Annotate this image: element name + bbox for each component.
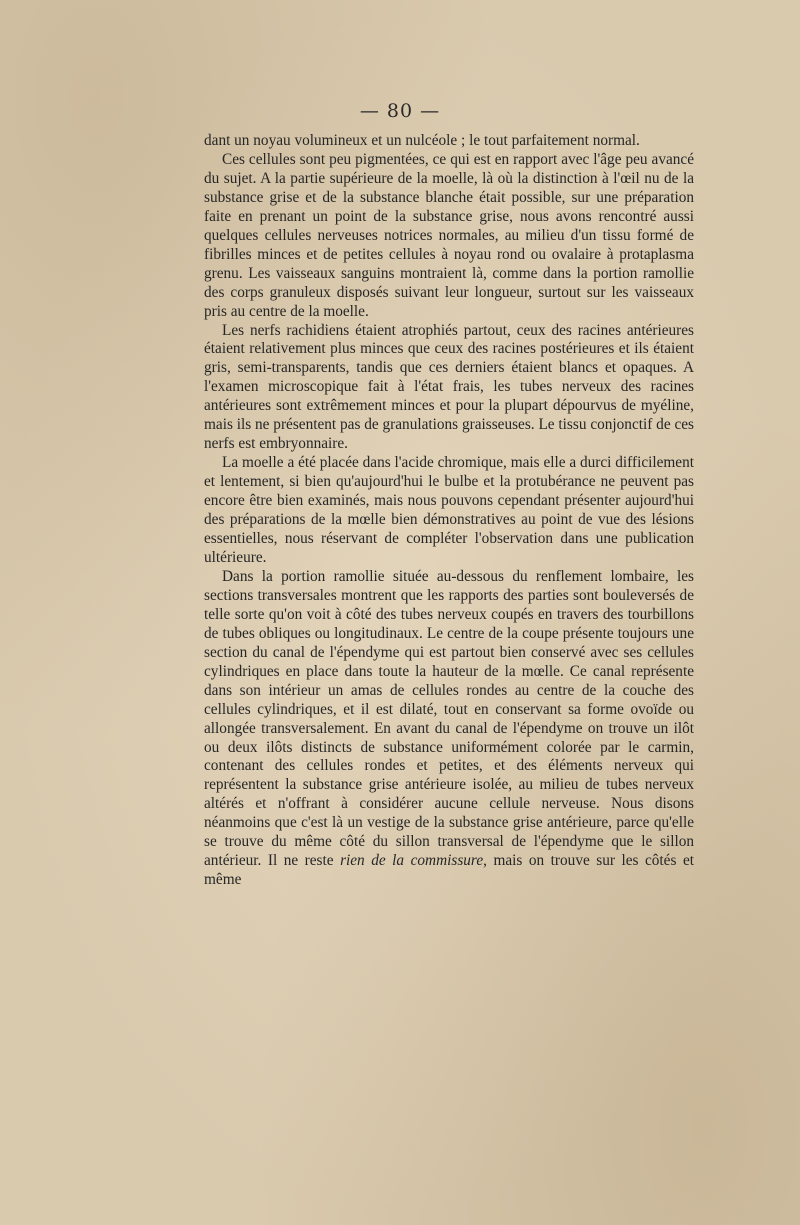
paragraph-5-italic: rien de la commissure	[340, 852, 484, 870]
paragraph-4: La moelle a été placée dans l'acide chromique, mais elle a durci difficilement et lentement, si bien qu'aujourd'hui le bulbe et la protubérance ne peuvent pas encore être bien examinés, mais nous pouvons cependant présenter aujourd'hui des préparations de la mœlle bien démonstratives au point de vue des lésions essentielles, nous réservant de compléter l'observation dans une publication ultérieure.	[204, 454, 694, 566]
paragraph-5-text: Dans la portion ramollie située au-dessous du renflement lombaire, les sections transversales montrent que les rapports des parties sont bouleversés de telle sorte qu'on voit à côté des tubes nerveux coupés en travers des tourbillons de tubes obliques ou longitudinaux. Le centre de la coupe présente toujours une section du canal de l'épendyme qui est partout bien conservé avec ses cellules cylindriques en place dans toute la hauteur de la mœlle. Ce canal représente dans son intérieur un amas de cellules rondes au centre de la couche des cellules cylindriques, et il est dilaté, tout en conservant sa forme ovoïde ou allongée transversalement. En avant du canal de l'épendyme on trouve un ilôt ou deux ilôts distincts de substance uniformément colorée par le carmin, contenant des cellules rondes et petites, et des éléments nerveux qui représentent la substance grise antérieure isolée, au milieu de tubes nerveux altérés et n'offrant à considérer aucune cellule nerveuse. Nous disons néanmoins que c'est là un vestige de la substance grise antérieure, parce qu'elle se trouve du même côté du sillon transversal de l'épendyme que le sillon antérieur. Il ne reste	[204, 567, 694, 870]
page-number: — 80 —	[359, 100, 441, 122]
paragraph-2: Ces cellules sont peu pigmentées, ce qui est en rapport avec l'âge peu avancé du sujet. A la partie supérieure de la moelle, là où la distinction à l'œil nu de la substance grise et de la substance blanche était possible, sur une préparation faite en prenant un point de la substance grise, nous avons rencontré aussi quelques cellules nerveuses notrices normales, au milieu d'un tissu formé de fibrilles minces et de petites cellules à noyau rond ou ovalaire à protaplasma grenu. Les vaisseaux sanguins montraient là, comme dans la portion ramollie des corps granuleux disposés suivant leur longueur, surtout sur les vaisseaux pris au centre de la moelle.	[204, 150, 694, 320]
paragraph-5-after: , mais on trouve sur les côtés et même	[204, 852, 694, 889]
body-text	[204, 132, 694, 890]
paragraph-5	[204, 568, 694, 890]
paragraph-3: Les nerfs rachidiens étaient atrophiés partout, ceux des racines antérieures étaient relativement plus minces que ceux des racines postérieures et ils étaient gris, semi-transparents, tandis que ces derniers étaient blancs et opaques. A l'examen microscopique fait à l'état frais, les tubes nerveux des racines antérieures sont extrêmement minces et pour la plupart dépourvus de myéline, mais ils ne présentent pas de granulations graisseuses. Le tissu conjonctif de ces nerfs est embryonnaire.	[204, 321, 694, 453]
paragraph-1: dant un noyau volumineux et un nulcéole ; le tout parfaitement normal.	[204, 132, 640, 149]
